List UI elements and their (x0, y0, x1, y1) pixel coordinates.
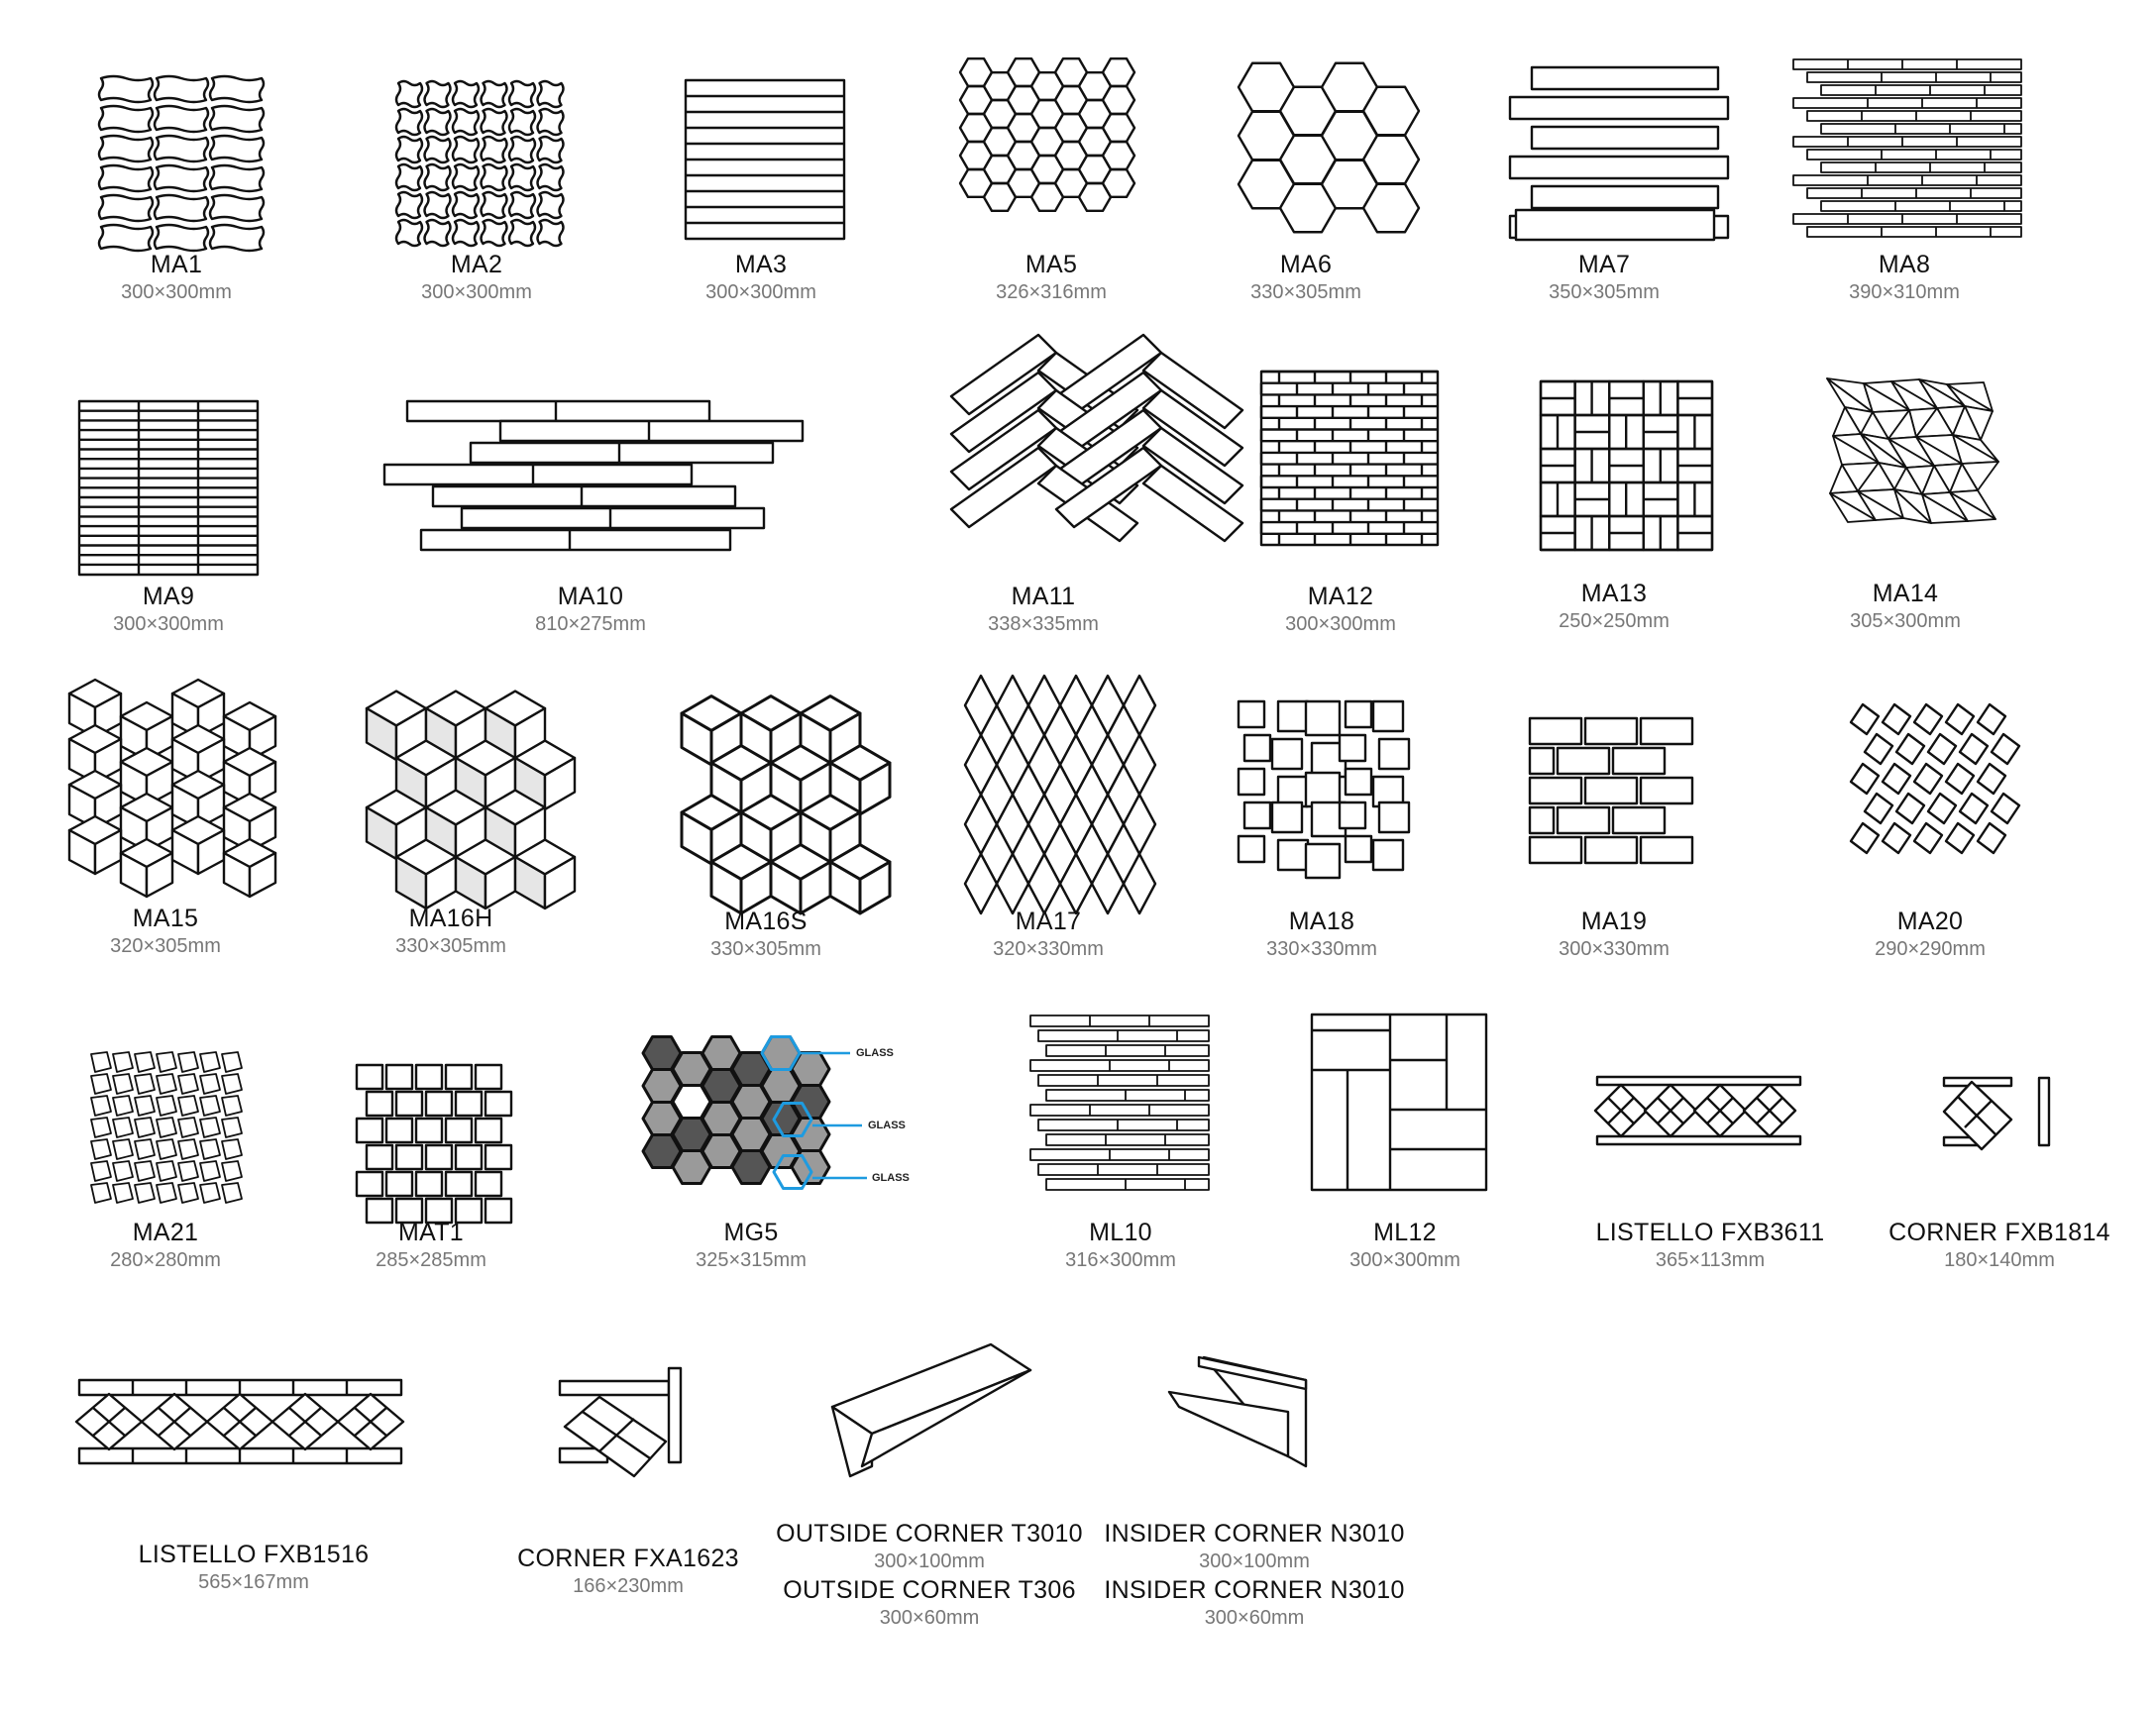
pattern-ma15 (69, 680, 275, 897)
glass-callout-label: GLASS (872, 1172, 910, 1184)
pattern-ma19 (1530, 718, 1692, 863)
tile-size: 300×100mm (1199, 1550, 1310, 1572)
tile-code: MAT1 (397, 1219, 465, 1246)
tile-item (1559, 580, 1670, 633)
tile-item (705, 251, 816, 304)
tile-code: MA11 (1011, 583, 1076, 610)
tile-code: MG5 (723, 1219, 779, 1246)
tile-item (376, 1219, 486, 1272)
tile-size: 166×230mm (573, 1575, 684, 1597)
tile-size: 320×330mm (993, 938, 1104, 960)
pattern-ma6 (1239, 63, 1419, 232)
tile-item (1850, 580, 1961, 633)
tile-code: INSIDER CORNER N3010 (1104, 1520, 1405, 1548)
pattern-listello-fxb1516 (76, 1380, 403, 1463)
tile-code: MA15 (132, 905, 199, 932)
tile-item (1596, 1219, 1825, 1272)
tile-item (783, 1576, 1076, 1630)
tile-item (113, 583, 224, 636)
tile-code: MA1 (150, 251, 203, 278)
tile-item (517, 1545, 739, 1598)
tile-code: MA8 (1878, 251, 1931, 278)
pattern-ma10 (384, 401, 803, 550)
pattern-mg5 (643, 1037, 867, 1189)
pattern-ml10 (1030, 1015, 1209, 1190)
tile-code: LISTELLO FXB1516 (138, 1541, 370, 1568)
tile-size: 290×290mm (1875, 938, 1986, 960)
pattern-ma8 (1793, 59, 2021, 237)
tile-size: 365×113mm (1655, 1249, 1766, 1271)
tile-item (1104, 1576, 1404, 1630)
tile-size: 390×310mm (1849, 281, 1960, 303)
tile-size: 280×280mm (110, 1249, 221, 1271)
tile-code: MA20 (1896, 908, 1964, 935)
pattern-ma1 (99, 76, 264, 251)
pattern-ma3 (686, 80, 844, 239)
tile-size: 300×300mm (121, 281, 232, 303)
tile-item (1888, 1219, 2110, 1272)
pattern-ma5 (960, 58, 1134, 211)
tile-code: MA3 (734, 251, 788, 278)
tile-size: 338×335mm (988, 613, 1099, 635)
tile-item (1875, 908, 1986, 961)
tile-item (1266, 908, 1377, 961)
tile-code: MA10 (557, 583, 624, 610)
tile-size: 300×330mm (1559, 938, 1670, 960)
tile-item (535, 583, 646, 636)
tile-item (395, 905, 506, 958)
pattern-ma16s (682, 696, 890, 913)
tile-item (139, 1541, 370, 1594)
tile-code: MA13 (1580, 580, 1648, 607)
tile-size: 300×300mm (421, 281, 532, 303)
tile-item (1065, 1219, 1176, 1272)
pattern-corner-fxa1623 (560, 1368, 681, 1476)
tile-item (776, 1520, 1083, 1573)
pattern-ma16h (367, 692, 575, 908)
pattern-ma7 (1510, 67, 1728, 240)
tile-code: MA16S (724, 908, 808, 935)
tile-item (1559, 908, 1670, 961)
tile-size: 330×305mm (710, 938, 821, 960)
pattern-ma13 (1541, 381, 1712, 550)
tile-code: MA12 (1307, 583, 1374, 610)
pattern-outside-corner (832, 1344, 1030, 1476)
tile-item (1549, 251, 1660, 304)
tile-code: MA7 (1577, 251, 1631, 278)
tile-size: 320×305mm (110, 935, 221, 957)
tile-size: 300×300mm (1349, 1249, 1460, 1271)
tile-item (1849, 251, 1960, 304)
tile-size: 300×300mm (113, 613, 224, 635)
tile-item (1285, 583, 1396, 636)
tile-size: 250×250mm (1559, 610, 1670, 632)
tile-code: OUTSIDE CORNER T306 (783, 1576, 1076, 1604)
tile-size: 305×300mm (1850, 610, 1961, 632)
tile-code: LISTELLO FXB3611 (1595, 1219, 1825, 1246)
tile-size: 330×305mm (1250, 281, 1361, 303)
tile-size: 810×275mm (535, 613, 646, 635)
tile-size: 565×167mm (198, 1571, 309, 1593)
pattern-ma9 (79, 401, 258, 575)
tile-size: 300×100mm (874, 1550, 985, 1572)
tile-item (421, 251, 532, 304)
glass-callout-label: GLASS (868, 1120, 906, 1131)
tile-item (110, 1219, 221, 1272)
tile-size: 300×60mm (879, 1607, 980, 1629)
tile-size: 325×315mm (696, 1249, 807, 1271)
tile-item (1349, 1219, 1460, 1272)
tile-code: MA19 (1580, 908, 1648, 935)
tile-code: MA5 (1024, 251, 1078, 278)
pattern-ml12 (1312, 1015, 1486, 1190)
pattern-inside-corner (1169, 1357, 1306, 1466)
tile-code: CORNER FXA1623 (517, 1545, 739, 1572)
tile-size: 300×300mm (1285, 613, 1396, 635)
tile-item (710, 908, 821, 961)
tile-size: 330×330mm (1266, 938, 1377, 960)
pattern-ma12 (1261, 372, 1438, 546)
tile-size: 326×316mm (996, 281, 1107, 303)
tile-size: 300×300mm (705, 281, 816, 303)
tile-size: 300×60mm (1204, 1607, 1305, 1629)
pattern-ma20 (1851, 704, 2019, 853)
pattern-ma21 (91, 1052, 242, 1203)
pattern-ma11 (951, 335, 1242, 541)
pattern-ma17 (965, 676, 1155, 913)
tile-size: 180×140mm (1944, 1249, 2055, 1271)
pattern-listello-fxb3611 (1595, 1077, 1800, 1144)
tile-item (110, 905, 221, 958)
tile-item (696, 1219, 807, 1272)
tile-item (1104, 1520, 1404, 1573)
pattern-ma14 (1827, 378, 1998, 523)
tile-code: MA6 (1279, 251, 1333, 278)
tile-code: MA17 (1015, 908, 1082, 935)
tile-item (988, 583, 1099, 636)
tile-code: MA14 (1872, 580, 1939, 607)
pattern-mat1 (357, 1065, 511, 1223)
tile-item (996, 251, 1107, 304)
tile-code: MA18 (1288, 908, 1355, 935)
tile-code: OUTSIDE CORNER T3010 (776, 1520, 1083, 1548)
tile-code: ML10 (1089, 1219, 1152, 1246)
tile-item (121, 251, 232, 304)
tile-item (1250, 251, 1361, 304)
pattern-ma2 (396, 81, 564, 246)
glass-callout-label: GLASS (856, 1047, 894, 1059)
pattern-ma18 (1239, 701, 1409, 878)
tile-code: MA16H (408, 905, 493, 932)
tile-code: CORNER FXB1814 (1888, 1219, 2110, 1246)
tile-size: 350×305mm (1549, 281, 1660, 303)
tile-code: MA2 (450, 251, 503, 278)
tile-code: ML12 (1373, 1219, 1437, 1246)
tile-code: MA21 (132, 1219, 199, 1246)
tile-code: MA9 (142, 583, 195, 610)
tile-size: 316×300mm (1065, 1249, 1176, 1271)
tile-code: INSIDER CORNER N3010 (1104, 1576, 1405, 1604)
tile-size: 330×305mm (395, 935, 506, 957)
tile-item (993, 908, 1104, 961)
pattern-corner-fxb1814 (1944, 1078, 2049, 1149)
tile-size: 285×285mm (376, 1249, 486, 1271)
